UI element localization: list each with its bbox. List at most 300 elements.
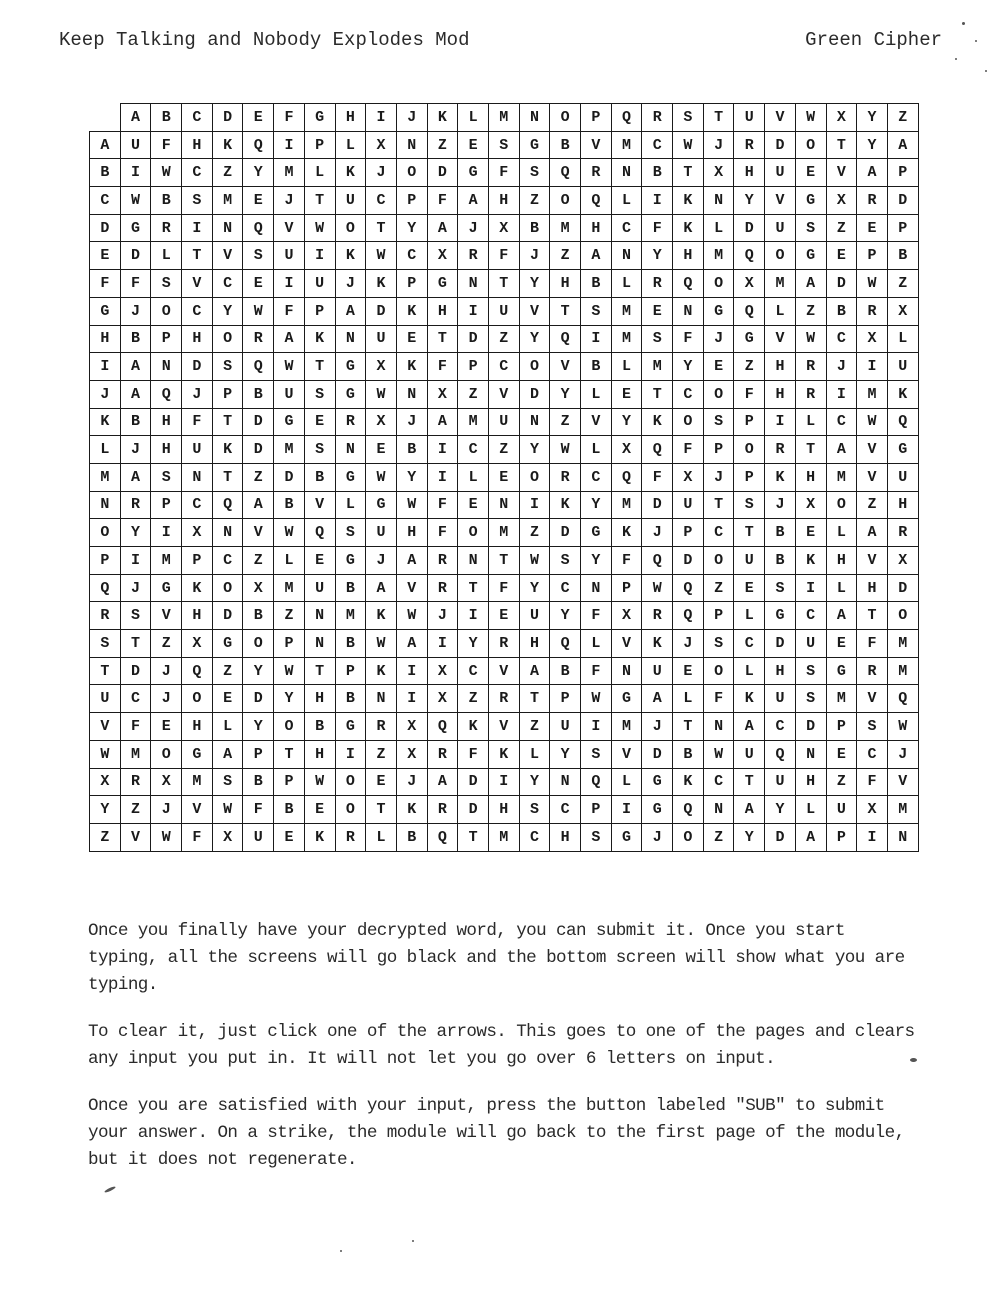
table-cell: M [212, 187, 243, 215]
table-cell: C [120, 685, 151, 713]
table-row [90, 353, 919, 381]
table-cell: W [151, 159, 182, 187]
table-cell: A [795, 823, 826, 851]
row-header: O [90, 519, 121, 547]
table-cell: L [366, 823, 397, 851]
column-header: C [182, 104, 213, 132]
table-cell: D [274, 463, 305, 491]
table-cell: S [488, 131, 519, 159]
table-cell: B [243, 768, 274, 796]
column-header: Y [857, 104, 888, 132]
table-cell: N [458, 547, 489, 575]
table-cell: Y [550, 380, 581, 408]
table-cell: G [274, 408, 305, 436]
table-cell: C [458, 657, 489, 685]
table-cell: F [581, 657, 612, 685]
table-cell: S [581, 823, 612, 851]
table-cell: K [396, 297, 427, 325]
table-cell: V [857, 685, 888, 713]
table-cell: N [887, 823, 918, 851]
table-cell: K [642, 408, 673, 436]
table-cell: T [826, 131, 857, 159]
table-cell: E [304, 547, 335, 575]
table-cell: O [703, 657, 734, 685]
table-cell: S [519, 159, 550, 187]
table-cell: Z [550, 408, 581, 436]
cipher-table-wrapper [89, 103, 919, 852]
table-cell: C [581, 463, 612, 491]
table-cell: A [734, 713, 765, 741]
table-cell: J [120, 436, 151, 464]
table-cell: G [458, 159, 489, 187]
table-cell: G [642, 768, 673, 796]
table-cell: T [519, 685, 550, 713]
table-cell: K [673, 214, 704, 242]
table-cell: X [182, 630, 213, 658]
table-cell: B [120, 325, 151, 353]
table-cell: M [611, 325, 642, 353]
table-cell: R [427, 740, 458, 768]
column-header: O [550, 104, 581, 132]
table-cell: R [857, 657, 888, 685]
row-header: X [90, 768, 121, 796]
table-cell: B [335, 630, 366, 658]
table-cell: J [427, 602, 458, 630]
column-header: D [212, 104, 243, 132]
table-cell: E [396, 325, 427, 353]
table-cell: B [151, 187, 182, 215]
table-cell: I [581, 713, 612, 741]
table-cell: R [427, 796, 458, 824]
table-cell: L [212, 713, 243, 741]
table-cell: A [120, 353, 151, 381]
table-cell: G [335, 547, 366, 575]
row-header: N [90, 491, 121, 519]
table-cell: B [519, 214, 550, 242]
table-cell: N [151, 353, 182, 381]
table-cell: R [120, 491, 151, 519]
table-cell: U [488, 408, 519, 436]
table-cell: Z [458, 685, 489, 713]
table-cell: E [243, 270, 274, 298]
table-cell: E [795, 159, 826, 187]
column-header: Z [887, 104, 918, 132]
table-cell: L [611, 187, 642, 215]
table-cell: T [120, 630, 151, 658]
table-row [90, 574, 919, 602]
table-cell: N [581, 574, 612, 602]
table-cell: L [581, 630, 612, 658]
table-cell: D [120, 657, 151, 685]
table-cell: Q [550, 325, 581, 353]
table-cell: R [488, 630, 519, 658]
table-cell: J [120, 574, 151, 602]
table-cell: X [366, 131, 397, 159]
table-cell: P [887, 159, 918, 187]
table-cell: Z [826, 768, 857, 796]
table-cell: Q [581, 187, 612, 215]
table-cell: Q [550, 159, 581, 187]
row-header: H [90, 325, 121, 353]
table-cell: E [795, 519, 826, 547]
table-cell: E [703, 353, 734, 381]
table-cell: K [212, 131, 243, 159]
table-cell: D [458, 768, 489, 796]
row-header: A [90, 131, 121, 159]
paper-speck [975, 40, 977, 42]
paper-speck [985, 70, 987, 72]
paper-speck [910, 1058, 917, 1062]
table-cell: I [857, 353, 888, 381]
table-cell: M [703, 242, 734, 270]
row-header: F [90, 270, 121, 298]
table-cell: Y [734, 823, 765, 851]
table-cell: O [458, 519, 489, 547]
table-cell: X [396, 713, 427, 741]
table-cell: B [581, 270, 612, 298]
table-cell: M [887, 657, 918, 685]
table-cell: R [243, 325, 274, 353]
column-header: I [366, 104, 397, 132]
table-cell: J [519, 242, 550, 270]
table-cell: Q [673, 796, 704, 824]
column-header: S [673, 104, 704, 132]
table-cell: M [887, 630, 918, 658]
table-cell: A [887, 131, 918, 159]
table-cell: I [427, 630, 458, 658]
table-cell: K [366, 657, 397, 685]
table-cell: W [857, 408, 888, 436]
table-cell: Q [611, 463, 642, 491]
table-row [90, 740, 919, 768]
table-row [90, 408, 919, 436]
table-cell: K [887, 380, 918, 408]
table-cell: J [151, 796, 182, 824]
table-cell: B [826, 297, 857, 325]
table-cell: F [488, 574, 519, 602]
table-row [90, 270, 919, 298]
table-cell: P [550, 685, 581, 713]
table-row [90, 713, 919, 741]
table-cell: V [274, 214, 305, 242]
table-cell: H [182, 713, 213, 741]
table-cell: G [703, 297, 734, 325]
table-cell: S [642, 325, 673, 353]
table-cell: T [795, 436, 826, 464]
table-cell: H [151, 408, 182, 436]
table-cell: V [212, 242, 243, 270]
table-cell: U [304, 270, 335, 298]
table-cell: P [887, 214, 918, 242]
table-cell: S [857, 713, 888, 741]
table-cell: Y [243, 713, 274, 741]
table-row [90, 519, 919, 547]
table-cell: K [550, 491, 581, 519]
table-cell: F [703, 685, 734, 713]
table-cell: B [274, 491, 305, 519]
column-header: G [304, 104, 335, 132]
table-cell: P [581, 796, 612, 824]
table-row [90, 547, 919, 575]
table-cell: O [335, 796, 366, 824]
table-cell: C [734, 630, 765, 658]
table-cell: N [703, 187, 734, 215]
table-cell: D [765, 131, 796, 159]
table-cell: Z [488, 325, 519, 353]
table-cell: S [795, 657, 826, 685]
table-cell: R [427, 574, 458, 602]
paper-speck [412, 1240, 414, 1242]
table-cell: F [642, 214, 673, 242]
instruction-paragraph-strike: Once you are satisfied with your input, press the button labeled "SUB" to submit your answer. On a strike, the module will go back to the first page of the module, but it does not regenerate. [88, 1096, 905, 1170]
table-cell: K [765, 463, 796, 491]
table-cell: Y [519, 325, 550, 353]
table-cell: T [366, 214, 397, 242]
table-cell: R [550, 463, 581, 491]
table-cell: A [335, 297, 366, 325]
table-cell: N [488, 491, 519, 519]
table-cell: L [887, 325, 918, 353]
table-cell: X [673, 463, 704, 491]
table-cell: I [151, 519, 182, 547]
table-cell: S [519, 796, 550, 824]
table-cell: I [427, 436, 458, 464]
table-cell: Z [274, 602, 305, 630]
table-cell: Z [795, 297, 826, 325]
table-cell: U [519, 602, 550, 630]
table-cell: Y [120, 519, 151, 547]
table-cell: T [550, 297, 581, 325]
table-cell: Y [734, 187, 765, 215]
table-cell: Y [458, 630, 489, 658]
table-cell: K [673, 187, 704, 215]
table-cell: X [826, 187, 857, 215]
table-row [90, 159, 919, 187]
table-cell: I [795, 574, 826, 602]
column-header: M [488, 104, 519, 132]
table-cell: C [826, 325, 857, 353]
table-cell: S [734, 491, 765, 519]
table-cell: O [734, 436, 765, 464]
table-cell: L [581, 436, 612, 464]
table-cell: T [458, 574, 489, 602]
table-cell: Y [243, 657, 274, 685]
table-cell: T [427, 325, 458, 353]
table-cell: Q [642, 436, 673, 464]
table-cell: S [243, 242, 274, 270]
table-cell: W [673, 131, 704, 159]
table-cell: I [120, 547, 151, 575]
table-cell: N [795, 740, 826, 768]
table-row [90, 463, 919, 491]
header-row [90, 104, 919, 132]
table-cell: V [519, 297, 550, 325]
row-header: Q [90, 574, 121, 602]
column-header: U [734, 104, 765, 132]
table-cell: A [427, 408, 458, 436]
table-cell: C [458, 436, 489, 464]
table-cell: V [857, 463, 888, 491]
table-cell: Z [243, 463, 274, 491]
table-cell: U [826, 796, 857, 824]
table-cell: Y [611, 408, 642, 436]
row-header: W [90, 740, 121, 768]
row-header: Z [90, 823, 121, 851]
table-cell: G [335, 353, 366, 381]
table-cell: T [673, 713, 704, 741]
table-cell: P [212, 380, 243, 408]
column-header: X [826, 104, 857, 132]
table-cell: F [642, 463, 673, 491]
table-cell: V [488, 713, 519, 741]
table-cell: W [396, 491, 427, 519]
table-cell: S [795, 685, 826, 713]
table-cell: C [673, 380, 704, 408]
table-cell: H [673, 242, 704, 270]
table-cell: I [458, 602, 489, 630]
table-cell: O [212, 574, 243, 602]
table-cell: B [642, 159, 673, 187]
table-cell: G [519, 131, 550, 159]
table-cell: I [427, 463, 458, 491]
table-cell: E [734, 574, 765, 602]
row-header: T [90, 657, 121, 685]
table-cell: J [396, 768, 427, 796]
table-cell: L [673, 685, 704, 713]
table-cell: H [304, 740, 335, 768]
table-cell: Q [887, 408, 918, 436]
table-cell: U [734, 740, 765, 768]
table-cell: D [519, 380, 550, 408]
table-cell: J [826, 353, 857, 381]
table-cell: Y [581, 491, 612, 519]
table-cell: O [243, 630, 274, 658]
table-cell: U [243, 823, 274, 851]
table-cell: Z [458, 380, 489, 408]
table-cell: K [488, 740, 519, 768]
table-cell: I [458, 297, 489, 325]
table-row [90, 214, 919, 242]
table-cell: W [519, 547, 550, 575]
table-cell: I [581, 325, 612, 353]
table-cell: B [243, 380, 274, 408]
table-cell: Q [642, 547, 673, 575]
table-cell: Q [427, 823, 458, 851]
table-cell: K [182, 574, 213, 602]
table-cell: M [151, 547, 182, 575]
table-cell: D [642, 740, 673, 768]
table-cell: K [396, 353, 427, 381]
table-cell: X [611, 436, 642, 464]
table-cell: X [795, 491, 826, 519]
table-cell: U [642, 657, 673, 685]
table-row [90, 491, 919, 519]
table-row [90, 657, 919, 685]
table-cell: P [734, 463, 765, 491]
table-cell: X [243, 574, 274, 602]
table-cell: M [611, 131, 642, 159]
table-cell: G [182, 740, 213, 768]
column-header: W [795, 104, 826, 132]
table-cell: F [151, 131, 182, 159]
table-cell: K [304, 325, 335, 353]
table-cell: X [427, 685, 458, 713]
table-cell: E [458, 131, 489, 159]
table-cell: E [304, 796, 335, 824]
table-cell: Y [550, 602, 581, 630]
table-cell: D [458, 325, 489, 353]
table-cell: T [304, 187, 335, 215]
table-cell: W [366, 463, 397, 491]
column-header: L [458, 104, 489, 132]
table-cell: Q [581, 768, 612, 796]
table-cell: Y [519, 768, 550, 796]
table-cell: L [151, 242, 182, 270]
table-row [90, 630, 919, 658]
table-cell: S [703, 408, 734, 436]
table-row [90, 131, 919, 159]
table-cell: Y [857, 131, 888, 159]
table-cell: C [550, 574, 581, 602]
row-header: C [90, 187, 121, 215]
table-cell: N [182, 463, 213, 491]
table-cell: X [734, 270, 765, 298]
table-cell: B [335, 574, 366, 602]
table-cell: O [765, 242, 796, 270]
table-cell: L [765, 297, 796, 325]
table-cell: U [366, 325, 397, 353]
paper-speck [962, 22, 965, 25]
table-cell: A [734, 796, 765, 824]
table-cell: Q [182, 657, 213, 685]
table-cell: U [795, 630, 826, 658]
table-cell: F [120, 270, 151, 298]
table-cell: J [703, 325, 734, 353]
table-cell: N [611, 242, 642, 270]
table-cell: Y [519, 436, 550, 464]
table-cell: F [274, 297, 305, 325]
row-header: V [90, 713, 121, 741]
row-header: G [90, 297, 121, 325]
table-cell: R [335, 823, 366, 851]
table-cell: W [396, 602, 427, 630]
table-cell: S [703, 630, 734, 658]
table-cell: V [304, 491, 335, 519]
table-cell: X [366, 408, 397, 436]
row-header: R [90, 602, 121, 630]
table-cell: D [212, 602, 243, 630]
table-cell: R [642, 602, 673, 630]
table-cell: X [427, 242, 458, 270]
table-cell: D [243, 408, 274, 436]
table-cell: H [826, 547, 857, 575]
table-cell: R [795, 353, 826, 381]
table-cell: D [243, 685, 274, 713]
table-cell: P [734, 408, 765, 436]
table-cell: P [304, 297, 335, 325]
table-cell: K [335, 159, 366, 187]
table-cell: X [887, 297, 918, 325]
table-cell: H [795, 463, 826, 491]
table-cell: D [458, 796, 489, 824]
table-cell: N [703, 796, 734, 824]
table-cell: F [857, 768, 888, 796]
table-cell: D [795, 713, 826, 741]
column-header: K [427, 104, 458, 132]
table-cell: O [335, 214, 366, 242]
table-cell: Q [673, 574, 704, 602]
table-cell: I [826, 380, 857, 408]
